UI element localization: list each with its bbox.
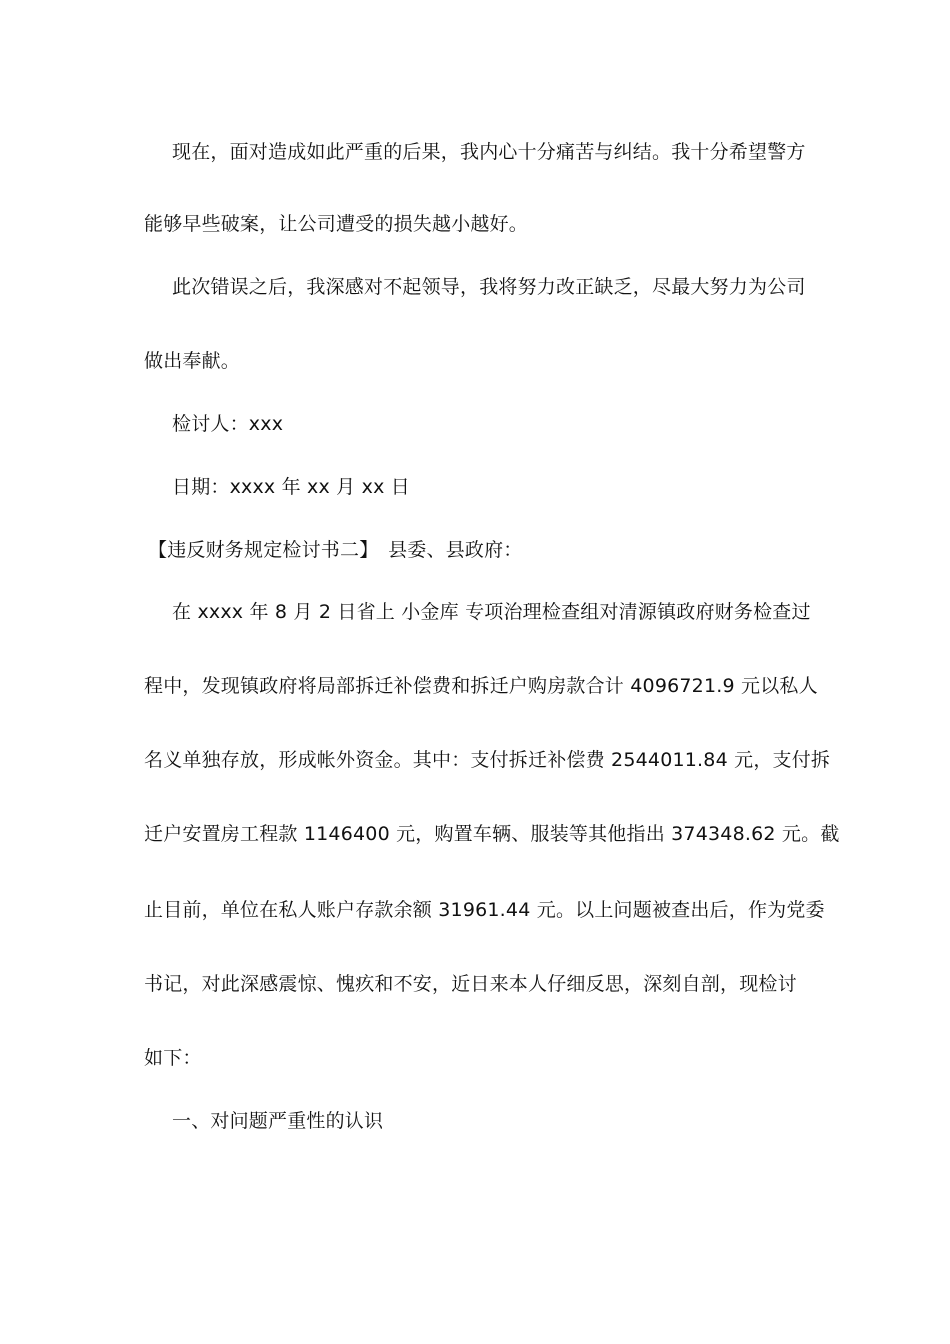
paragraph-line: 止目前，单位在私人账户存款余额 31961.44 元。以上问题被查出后，作为党委 — [144, 899, 825, 921]
paragraph-line: 迁户安置房工程款 1146400 元，购置车辆、服装等其他指出 374348.62 元。截 — [144, 823, 840, 845]
paragraph-line: 如下： — [144, 1047, 202, 1069]
paragraph-line: 名义单独存放，形成帐外资金。其中：支付拆迁补偿费 2544011.84 元，支付拆 — [144, 749, 831, 771]
subsection-heading: 一、对问题严重性的认识 — [172, 1110, 384, 1132]
paragraph-line: 能够早些破案，让公司遭受的损失越小越好。 — [144, 213, 529, 235]
paragraph-line: 做出奉献。 — [144, 350, 241, 372]
paragraph-line: 书记，对此深感震惊、愧疚和不安，近日来本人仔细反思，深刻自剖，现检讨 — [144, 973, 797, 995]
paragraph-line: 此次错误之后，我深感对不起领导，我将努力改正缺乏，尽最大努力为公司 — [172, 276, 806, 298]
reviewer-line: 检讨人：xxx — [172, 413, 284, 435]
paragraph-line: 程中，发现镇政府将局部拆迁补偿费和拆迁户购房款合计 4096721.9 元以私人 — [144, 675, 818, 697]
date-line: 日期：xxxx 年 xx 月 xx 日 — [172, 476, 410, 498]
section-heading: 【违反财务规定检讨书二】 县委、县政府： — [148, 539, 523, 561]
paragraph-line: 现在，面对造成如此严重的后果，我内心十分痛苦与纠结。我十分希望警方 — [172, 141, 806, 163]
paragraph-line: 在 xxxx 年 8 月 2 日省上 小金库 专项治理检查组对清源镇政府财务检查过 — [172, 601, 811, 623]
